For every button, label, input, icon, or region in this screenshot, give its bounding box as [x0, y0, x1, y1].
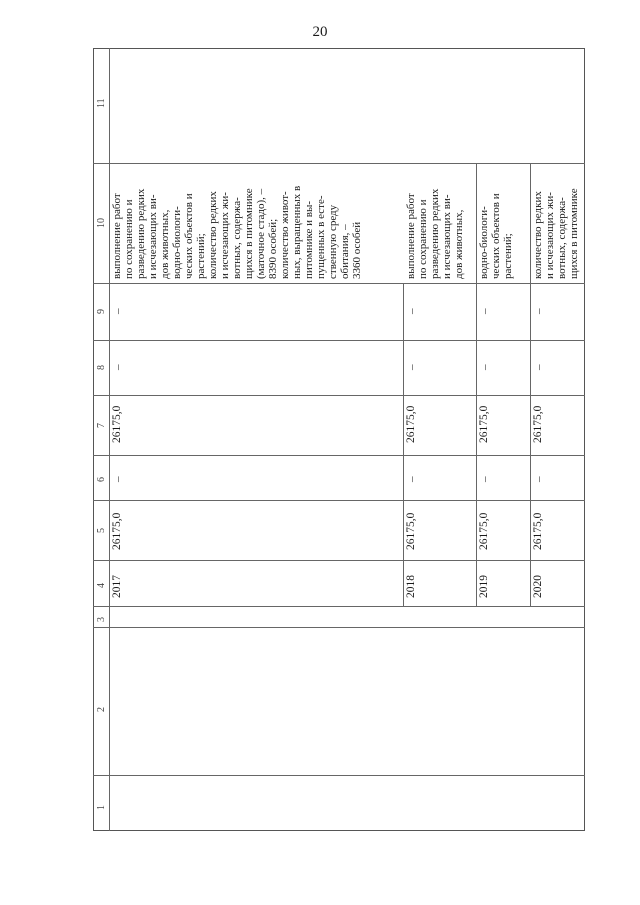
row-2020-col10: количество редких и исчезающих жи- вотных, содержа- щихся в питомнике [532, 188, 580, 279]
header-col-1: 1 [96, 805, 107, 810]
header-col-11: 11 [96, 98, 107, 108]
row-2017-col7: 26175,0 [111, 405, 123, 443]
row-sep-col10-2019-2020 [530, 163, 531, 283]
col-sep-2-1 [93, 775, 585, 776]
header-col-5: 5 [96, 528, 107, 533]
col-sep-8-7 [93, 395, 585, 396]
row-sep-2017-2018 [403, 283, 404, 606]
col-sep-9-8 [93, 340, 585, 341]
row-sep-2019-2020 [530, 283, 531, 606]
row-2020-col9: – [533, 308, 545, 314]
row-2018-col9: – [406, 308, 418, 314]
col-sep-11-10 [93, 163, 585, 164]
row-2020-col8: – [533, 364, 545, 370]
col-sep-6-5 [93, 500, 585, 501]
row-2019-col10: водно-биологи- ческих объектов и растений; [478, 193, 514, 279]
row-2018-col7: 26175,0 [405, 405, 417, 443]
header-col-10: 10 [96, 218, 107, 228]
col-sep-7-6 [93, 455, 585, 456]
row-2017-col5: 26175,0 [111, 512, 123, 550]
row-2017-col8: – [112, 364, 124, 370]
header-col-7: 7 [96, 423, 107, 428]
row-sep-2018-2019 [476, 283, 477, 606]
row-2018-col6: – [406, 476, 418, 482]
row-2019-col9: – [479, 308, 491, 314]
row-2019-col8: – [479, 364, 491, 370]
row-2017-col10: выполнение работ по сохранению и разведению редких и исчезающих ви- дов животных, водно-биологи- ческих объектов и растений; количество редких и исчезающих жи- вотных, содержа- щихся в питомнике (маточное стадо), – 8390 особей; количество живот- ных, выращенных в питомнике и вы- пущенных в есте- ственную среду обитания, – 3360 особей [111, 185, 363, 279]
header-col-9: 9 [96, 309, 107, 314]
header-col-4: 4 [96, 583, 107, 588]
row-sep-col10-2018-2019 [476, 163, 477, 283]
col-sep-4-3 [93, 606, 585, 607]
header-col-2: 2 [96, 707, 107, 712]
header-col-6: 6 [96, 477, 107, 482]
col-sep-10-9 [93, 283, 585, 284]
col-sep-3-2 [93, 627, 585, 628]
row-2020-col7: 26175,0 [532, 405, 544, 443]
row-2018-col8: – [406, 364, 418, 370]
row-2017-col9: – [112, 308, 124, 314]
row-2018-col5: 26175,0 [405, 512, 417, 550]
col-sep-5-4 [93, 560, 585, 561]
row-2019-col5: 26175,0 [478, 512, 490, 550]
header-col-8: 8 [96, 365, 107, 370]
row-2020-col6: – [533, 476, 545, 482]
header-col-3: 3 [96, 617, 107, 622]
header-separator [109, 48, 110, 831]
row-2019-col6: – [479, 476, 491, 482]
row-2019-col7: 26175,0 [478, 405, 490, 443]
row-2020-year: 2020 [532, 575, 544, 598]
row-2018-col10: выполнение работ по сохранению и разведению редких и исчезающих ви- дов животных, [405, 188, 465, 279]
row-2019-year: 2019 [478, 575, 490, 598]
row-2020-col5: 26175,0 [532, 512, 544, 550]
row-2018-year: 2018 [405, 575, 417, 598]
row-2017-year: 2017 [111, 575, 123, 598]
row-2017-col6: – [112, 476, 124, 482]
page-number: 20 [312, 24, 328, 40]
